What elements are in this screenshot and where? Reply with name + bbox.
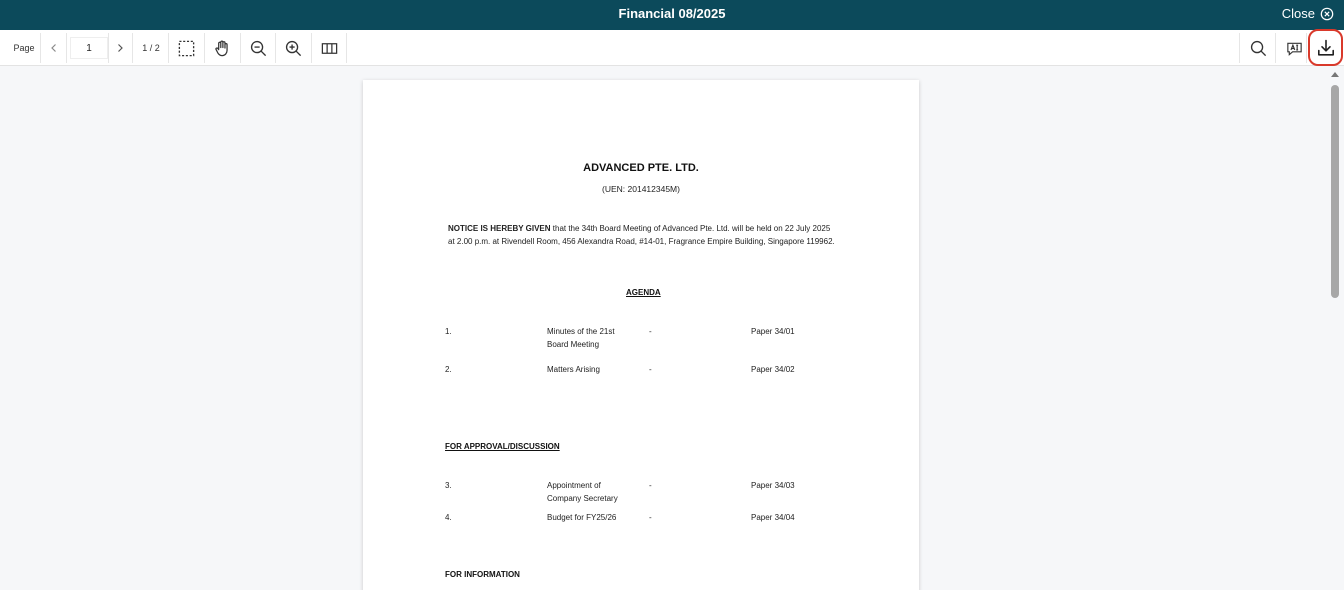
text-ai-icon: [1285, 39, 1304, 58]
close-button[interactable]: [1282, 6, 1334, 21]
scroll-up-arrow-icon[interactable]: [1331, 72, 1339, 77]
title-bar: [0, 0, 1344, 30]
scrollbar-thumb[interactable]: [1331, 85, 1339, 298]
hand-pan-button[interactable]: [205, 30, 239, 66]
agenda-paper: Paper 34/03: [751, 481, 795, 490]
approval-heading: FOR APPROVAL/DISCUSSION: [445, 442, 560, 451]
page-count: 1 / 2: [142, 43, 160, 53]
search-button[interactable]: [1241, 30, 1275, 66]
search-icon: [1249, 39, 1268, 58]
agenda-number: 2.: [445, 365, 452, 374]
columns-view-button[interactable]: [312, 30, 346, 66]
zoom-out-icon: [249, 39, 268, 58]
agenda-item: Minutes of the 21st Board Meeting: [547, 327, 615, 349]
document-viewer[interactable]: [0, 66, 1344, 590]
agenda-paper: Paper 34/04: [751, 513, 795, 522]
zoom-in-icon: [284, 39, 303, 58]
notice-paragraph: [448, 223, 838, 248]
agenda-dash: -: [649, 481, 652, 490]
document-title: Financial 08/2025: [618, 6, 726, 21]
chevron-right-icon: [116, 43, 124, 53]
next-page-button[interactable]: [110, 30, 130, 66]
marquee-select-button[interactable]: [169, 30, 203, 66]
information-heading: FOR INFORMATION: [445, 570, 520, 579]
page-label: Page: [13, 43, 35, 53]
columns-view-icon: [320, 39, 339, 58]
page-number-input[interactable]: [70, 37, 108, 59]
agenda-number: 4.: [445, 513, 452, 522]
prev-page-button[interactable]: [44, 30, 64, 66]
chevron-left-icon: [50, 43, 58, 53]
zoom-out-button[interactable]: [241, 30, 275, 66]
close-circle-icon: [1320, 7, 1334, 21]
download-icon: [1316, 38, 1336, 58]
agenda-number: 1.: [445, 327, 452, 336]
agenda-dash: -: [649, 365, 652, 374]
agenda-paper: Paper 34/01: [751, 327, 795, 336]
download-button[interactable]: [1308, 29, 1343, 66]
notice-bold: NOTICE IS HEREBY GIVEN: [448, 224, 551, 233]
page-count-wrap: [136, 30, 166, 66]
toolbar: [0, 30, 1344, 66]
notice-text: that the 34th Board Meeting of Advanced Pte. Ltd. will be held on 22 July 2025 at 2.00 p.m. at Rivendell Room, 456 Alexandra Road, #14-01, Fragrance Empire Building, Singapore 119962.: [448, 224, 835, 246]
agenda-dash: -: [649, 513, 652, 522]
zoom-in-button[interactable]: [276, 30, 310, 66]
agenda-item: Budget for FY25/26: [547, 513, 617, 522]
document-page: [363, 80, 919, 590]
agenda-item: Matters Arising: [547, 365, 600, 374]
close-label: Close: [1281, 6, 1315, 21]
agenda-item: Appointment of Company Secretary: [547, 481, 618, 503]
agenda-dash: -: [649, 327, 652, 336]
page-label-wrap: [8, 30, 40, 66]
hand-pan-icon: [213, 39, 232, 58]
agenda-heading: AGENDA: [626, 288, 661, 297]
agenda-number: 3.: [445, 481, 452, 490]
marquee-select-icon: [177, 39, 196, 58]
company-uen: (UEN: 201412345M): [602, 184, 680, 194]
agenda-paper: Paper 34/02: [751, 365, 795, 374]
company-name: ADVANCED PTE. LTD.: [583, 162, 699, 174]
